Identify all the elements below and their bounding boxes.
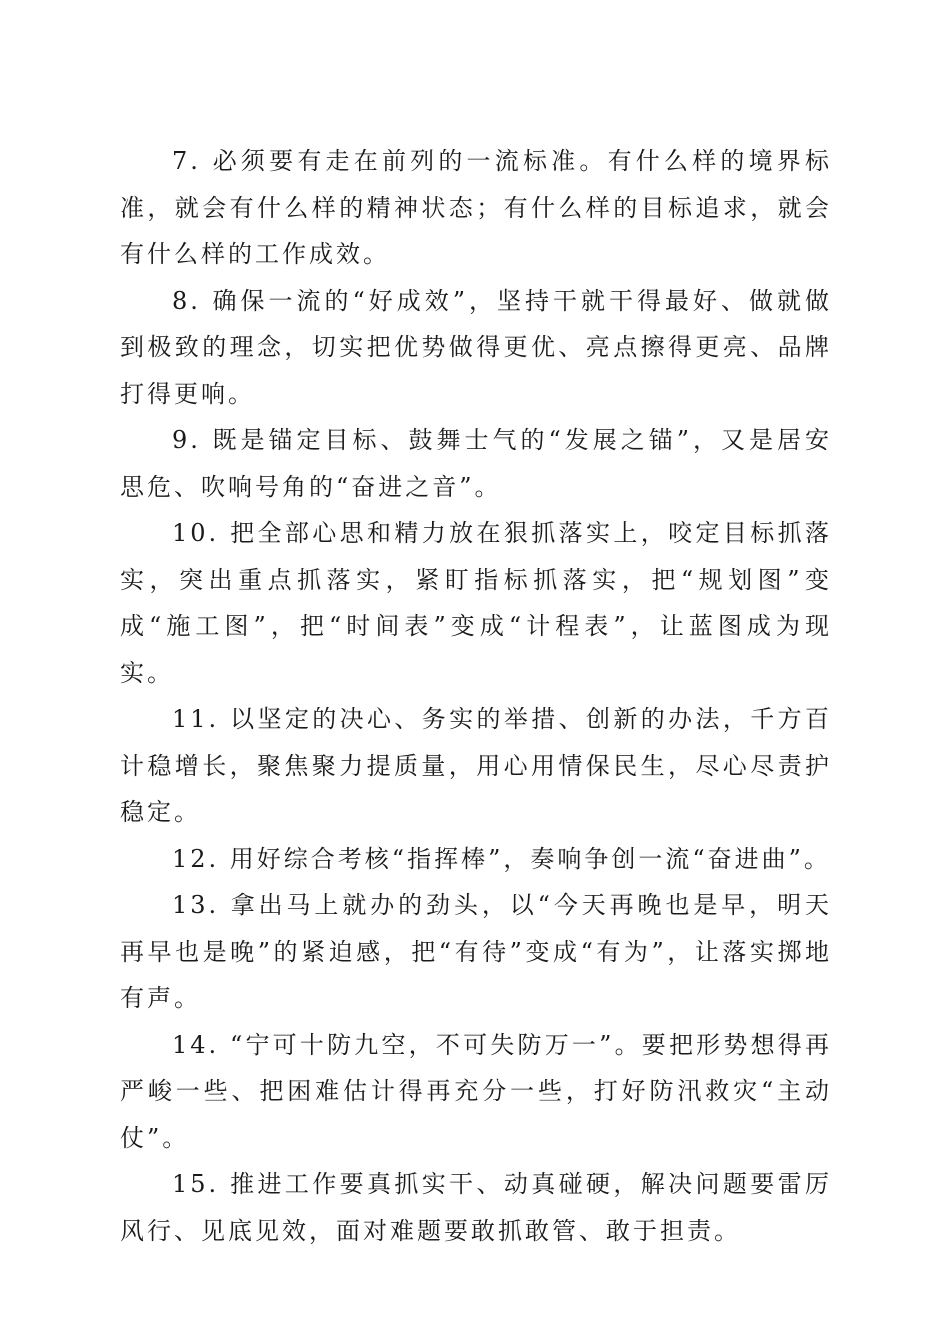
paragraph-15: 15. 推进工作要真抓实干、动真碰硬，解决问题要雷厉风行、见底见效，面对难题要敢抓敢管、敢于担责。 — [120, 1170, 832, 1245]
paragraph-11: 11. 以坚定的决心、务实的举措、创新的办法，千方百计稳增长，聚焦聚力提质量，用心用情保民生，尽心尽责护稳定。 — [120, 705, 832, 826]
paragraph-14: 14. “宁可十防九空，不可失防万一”。要把形势想得再严峻一些、把困难估计得再充分一些，打好防汛救灾“主动仗”。 — [120, 1030, 832, 1152]
document-body — [120, 138, 832, 1254]
paragraph-8: 8. 确保一流的“好成效”，坚持干就干得最好、做就做到极致的理念，切实把优势做得更优、亮点擦得更亮、品牌打得更响。 — [120, 286, 832, 408]
paragraph-9: 9. 既是锚定目标、鼓舞士气的“发展之锚”，又是居安思危、吹响号角的“奋进之音”。 — [120, 426, 832, 501]
paragraph-13: 13. 拿出马上就办的劲头，以“今天再晚也是早，明天再早也是晚”的紧迫感，把“有待”变成“有为”，让落实掷地有声。 — [120, 891, 832, 1012]
paragraph-10: 10. 把全部心思和精力放在狠抓落实上，咬定目标抓落实，突出重点抓落实，紧盯指标抓落实，把“规划图”变成“施工图”，把“时间表”变成“计程表”，让蓝图成为现实。 — [120, 519, 832, 687]
paragraph-12: 12. 用好综合考核“指挥棒”，奏响争创一流“奋进曲”。 — [172, 844, 831, 873]
paragraph-7: 7. 必须要有走在前列的一流标准。有什么样的境界标准，就会有什么样的精神状态；有什么样的目标追求，就会有什么样的工作成效。 — [120, 147, 832, 268]
